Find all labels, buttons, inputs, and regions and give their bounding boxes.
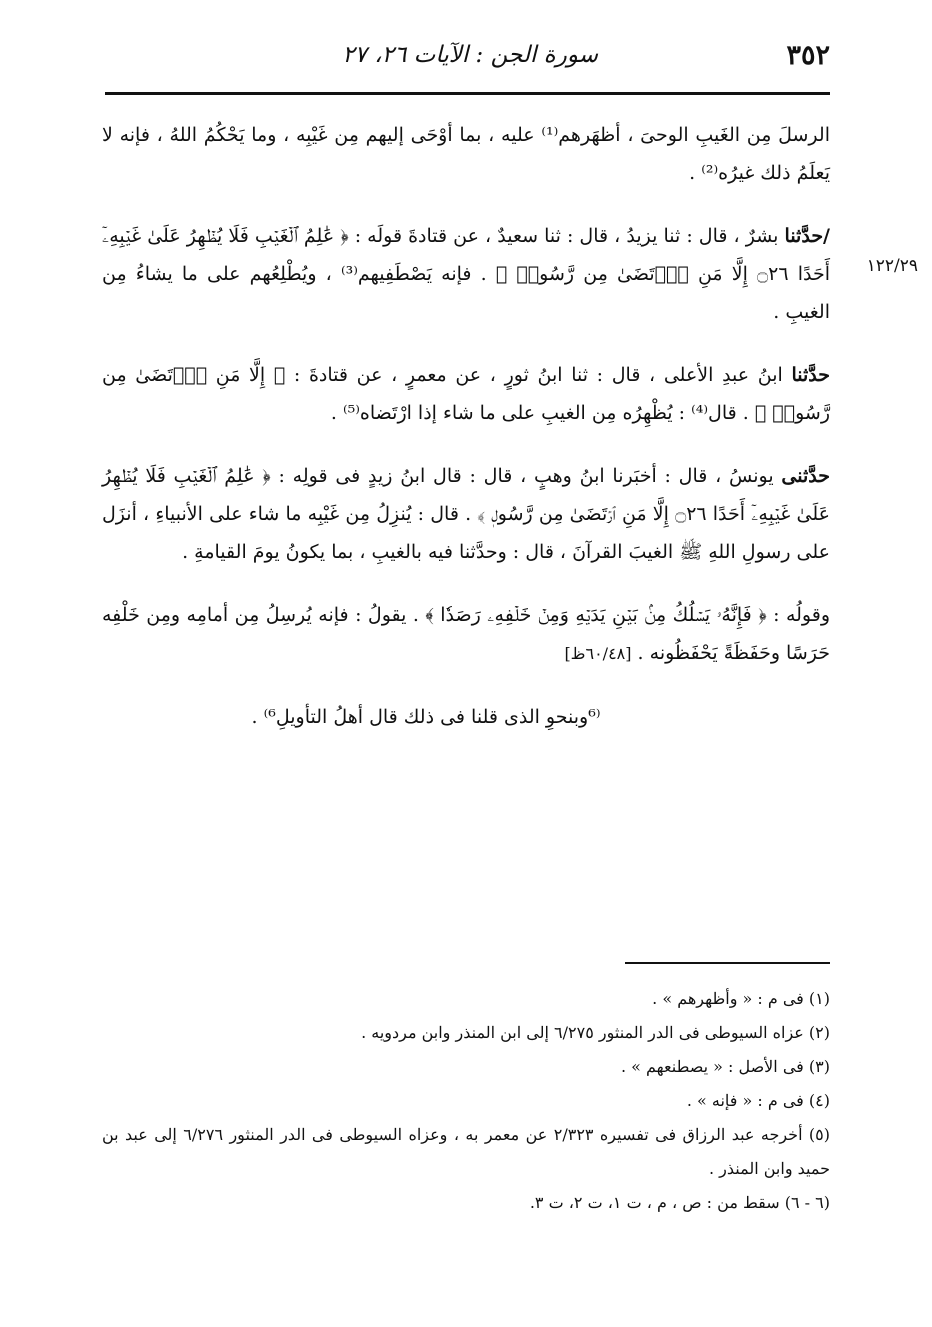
footnote-rule (625, 962, 830, 964)
margin-reference: ١٢٢/٢٩ (866, 256, 918, 276)
isnad-lead: /حدَّثنا (784, 225, 830, 247)
closing-line: ⁽⁶وبنحوِ الذى قلنا فى ذلك قال أهلُ التأويلِ⁶⁾ . (251, 706, 601, 728)
footnote-3: (٣) فى الأصل : « يصطنعهم » . (620, 1057, 830, 1076)
paragraph-4 (102, 457, 830, 571)
footnote-6: (٦ - ٦) سقط من : ص ، م ، ت ١، ت ٢، ت ٣. (529, 1193, 830, 1212)
page-header (110, 36, 830, 82)
isnad-lead: حدَّثنا (791, 364, 830, 386)
paragraph-text: وقولُه : ﴿ فَإِنَّهُۥ يَسۡلُكُ مِنۢ بَيۡنِ يَدَيۡهِ وَمِنۡ خَلۡفِهِۦ رَصَدٗا ﴾ . يقولُ : فإنه يُرسِلُ مِن أمامِه ومِن خَلْفِه حَرَسًا وحَفَظَةً يَحْفَظُونه . (102, 604, 830, 664)
main-text (102, 116, 830, 736)
paragraph-text: يونسُ ، قال : أخبَرنا ابنُ وهبٍ ، قال : قال ابنُ زيدٍ فى قولِه : ﴿ عَٰلِمُ ٱلۡغَيۡبِ فَلَا يُظۡهِرُ عَلَىٰ غَيۡبِهِۦٓ أَحَدًا ۝٢٦ إِلَّا مَنِ ٱرۡتَضَىٰ مِن رَّسُولٖ ﴾ . قال : يُنزِلُ مِن غَيْبِه ما شاء على الأنبياءِ ، أنزَل على رسولِ اللهِ ﷺ الغيبَ القرآنَ ، قال : وحدَّثنا فيه بالغيبِ ، بما يكونُ يومَ القيامةِ . (102, 465, 830, 563)
footnote-1: (١) فى م : « وأظهرهم » . (652, 989, 830, 1008)
paragraph-text: ابنُ عبدِ الأعلى ، قال : ثنا ابنُ ثورٍ ، عن معمرٍ ، عن قتادةَ : ﴿ إِلَّا مَنِ ٱرۡتَضَىٰ مِن رَّسُولٖ ﴾ . قال⁽⁴⁾ : يُظْهِرُه مِن الغيبِ على ما شاء إذا ارْتَضاه⁽⁵⁾ . (102, 364, 830, 424)
paragraph-text: الرسلَ مِن الغَيبِ الوحىَ ، أظهَرهم⁽¹⁾ عليه ، بما أوْحَى إليهم مِن غَيْبِه ، وما يَحْكُمُ اللهُ ، فإنه لا يَعلَمُ ذلك غيرُه⁽²⁾ . (102, 124, 830, 184)
paragraph-1 (102, 116, 830, 192)
manuscript-folio-mark: [٦٠/٤٨ظ] (564, 644, 632, 663)
footnotes (102, 982, 830, 1220)
page-number: ٣٥٢ (786, 40, 830, 71)
paragraph-2 (102, 217, 830, 331)
paragraph-text: بشرٌ ، قال : ثنا يزيدُ ، قال : ثنا سعيدٌ ، عن قتادةَ قولَه : ﴿ عَٰلِمُ ٱلۡغَيۡبِ فَلَا يُظۡهِرُ عَلَىٰ غَيۡبِهِۦٓ أَحَدًا ۝٢٦ إِلَّا مَنِ ٱرۡتَضَىٰ مِن رَّسُولٖ ﴾ . فإنه يَصْطَفِيهم⁽³⁾ ، ويُطْلِعُهم على ما يشاءُ مِن الغيبِ . (102, 225, 830, 323)
isnad-lead: حدَّثنى (781, 465, 830, 487)
running-title: سورة الجن : الآيات ٢٦، ٢٧ (342, 42, 598, 68)
paragraph-5 (102, 596, 830, 673)
footnote-2: (٢) عزاه السيوطى فى الدر المنثور ٦/٢٧٥ إلى ابن المنذر وابن مردويه . (361, 1023, 830, 1042)
paragraph-3 (102, 356, 830, 432)
footnote-5: (٥) أخرجه عبد الرزاق فى تفسيره ٢/٣٢٣ عن معمر به ، وعزاه السيوطى فى الدر المنثور ٦/٢٧٦ إلى عبد بن حميد وابن المنذر . (102, 1125, 831, 1178)
header-rule (105, 92, 830, 95)
footnote-4: (٤) فى م : « فإنه » . (686, 1091, 830, 1110)
